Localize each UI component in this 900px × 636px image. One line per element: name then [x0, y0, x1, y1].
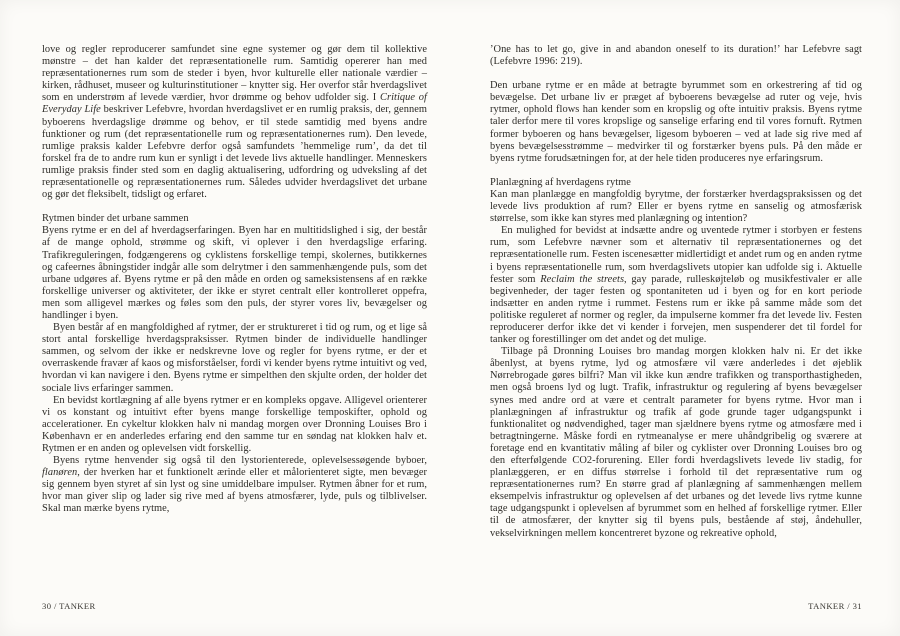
body-text: En bevidst kortlægning af alle byens rytmer er en kompleks opgave. Alligevel orienterer vi os konstant og intuitivt efter byens mange forskellige temposkifter, ophold og accelerationer. En cykeltur klokken halv ni mandag morgen over Dronning Louises Bro i København er en anderledes erfaring end den samme tur en søndag nat klokken halv et. Rytmen er en anden og oplevelsen vidt forskellig.	[42, 394, 427, 454]
body-text: Byen består af en mangfoldighed af rytmer, der er struktureret i tid og rum, og et lige så stort antal forskellige hverdagspraksisser. Rytmen binder de individuelle handlinger sammen, og selvom der ikke er nedskrevne love og regler for byens rytme, er der et overraskende fravær af kaos og misforståelser, fordi vi kender byens rytme intuitivt og ved, hvordan vi kan navigere i den. Byens rytme er simpelthen den skjulte orden, der holder det sociale livs erfaringer sammen.	[42, 322, 427, 394]
body-text: ’One has to let go, give in and abandon oneself to its duration!’ har Lefebvre sagt (Lefebvre 1996: 219).	[490, 44, 862, 68]
body-paragraph	[42, 322, 427, 395]
page-footer-right: TANKER / 31	[808, 601, 862, 611]
section-heading: Rytmen binder det urbane sammen	[42, 213, 189, 225]
body-text: Tilbage på Dronning Louises bro mandag morgen klokken halv ni. Er det ikke åbenlyst, at byens rytme, lyd og atmosfære vil være anderledes i det øjeblik Nørrebrogade gøres bilfri? Man vil ikke kun ændre trafikken og transporthastigheden, men også broens lyd og lugt. Trafik, infrastruktur og regulering af byens bevægelser synes med andre ord at være et centralt parameter for byens rytme. Hvor man i planlægningen af infrastruktur og trafik af gode grunde tager udgangspunkt i funktionalitet og nødvendighed, tager man sjældnere byens rytme og atmosfære med i betragtningerne. Måske fordi en rytmeanalyse er mere uhåndgribelig og sværere at foretage end en kvantitativ måling af biler og cyklister over Dronning Louises bro og den efterfølgende CO2-forurening. Eller fordi hverdagslivets levede liv stadig, for planlæggeren, er en diffus størrelse i forhold til det repræsentative rum og repræsentationernes rum? En større grad af planlægning af sammenhængen mellem eksempelvis infrastruktur og oplevelsen af det urbanes og det levede livs rytme kunne tage udgangspunkt i oplevelsen af byrummet som en helhed af forskellige rytmer. Eller til de atmosfærer, der knytter sig til byens puls, bestående af støj, åndehuller, vekselvirkningen mellem koncentreret byzone og rekreative ophold,	[490, 346, 862, 539]
body-paragraph	[490, 346, 862, 540]
page-footer-left: 30 / TANKER	[42, 601, 96, 611]
italic-text: flanøren	[42, 467, 78, 479]
body-paragraph	[42, 455, 427, 515]
body-paragraph	[490, 80, 862, 165]
right-page-text	[490, 44, 862, 540]
body-text: beskriver Lefebvre, hvordan hverdagslivet er en rumlig praksis, der, gennem byboerens hverdagslige drømme og behov, er til stede samtidig med byens andre funktioner og rum (det repræsentationelle rum og repræsentationernes rum). Den levede, rumlige praksis kalder Lefebvre derfor også samfundets ’hemmelige rum’, da det til forskel fra de to andre rum kun er synligt i det levede livs aktuelle handlinger. Menneskers rumlige praksis finder sted som en daglig aktualisering, udfordring og udveksling af det repræsentationelle og repræsentationernes rum. Således udvider hverdagslivet det urbane og gør det fleksibelt, tidsligt og erfaret.	[42, 104, 428, 201]
body-text: Byens rytme er en del af hverdagserfaringen. Byen har en multitidslighed i sig, der består af de mange ophold, strømme og skift, vi oplever i den hverdagslige erfaring. Trafikreguleringen, fodgængerens og cyklistens forskellige tempi, skolernes, butikkernes og cafeernes åbningstider indgår alle som delrytmer i den sammenhængende puls, som det urbane udgøres af. Byens rytme er på den måde en orden og sameksistensens af en række forskellige universer og aktiviteter, der ikke er styret centralt eller kontrolleret oppefra, men som alligevel mærkes og føles som den puls, der styrer vores liv, bevægelser og handlinger i byen.	[42, 225, 427, 321]
body-text: love og regler reproducerer samfundet sine egne systemer og gør dem til kollektive mønstre – det han kalder det repræsentationelle rum. Samtidig opererer han med repræsentationernes rum som de steder i byen, hvor kulturelle eller nationale værdier – kirken, rådhuset, museer og kulturinstitutioner – knytter sig. Her overfor står hverdagslivet som en understrøm af levede værdier, hvor drømme og behov udfolder sig. I	[42, 44, 427, 104]
paragraph-spacer	[490, 68, 862, 80]
body-paragraph	[490, 44, 862, 68]
body-text: Kan man planlægge en mangfoldig byrytme, der forstærker hverdagspraksissen og det levede livs produktion af rum? Eller er byens rytme en sanselig og atmosfærisk størrelse, som ikke kan styres med planlægning og intention?	[490, 188, 862, 225]
left-page-text	[42, 44, 427, 516]
body-text: , der hverken har et funktionelt ærinde eller et målorienteret sigte, men bevæger sig gennem byen styret af sin lyst og sine umiddelbare impulser. Rytmen åbner for et rum, hvor man giver slip og lader sig rive med af byens atmosfærer, lyde, puls og tilblivelser. Skal man mærke byens rytme,	[42, 467, 427, 515]
italic-text: Reclaim the streets	[540, 273, 625, 285]
section-heading: Planlægning af hverdagens rytme	[490, 176, 631, 188]
body-paragraph	[42, 225, 427, 322]
body-text: , gay parade, rulleskøjteløb og musikfestivaler er alle begivenheder, der tager festen og spontaniteten ud i byen og for en kort periode indsætter en anden rytme i rummet. Festens rum er ikke på samme måde som det politiske reguleret af normer og regler, da impulserne kommer fra det levede liv. Festen reproducerer derfor ikke det vi kender i forvejen, men suspenderer det til fordel for tanker og forestillinger om det andet og det mulige.	[490, 273, 862, 346]
italic-text: Critique of Everyday Life	[42, 92, 427, 116]
body-text: En mulighed for bevidst at indsætte andre og uventede rytmer i storbyen er festens rum, som Lefebvre nævner som et alternativ til repræsentationernes og det repræsentationelle rum. Festen iscenesætter midlertidigt et andet rum og en anden rytme i byens repræsentationelle rum, som hverdagslivets utopier kan udfolde sig i. Aktuelle fester som	[490, 225, 862, 285]
body-paragraph	[490, 225, 862, 346]
body-paragraph	[42, 44, 427, 201]
body-text: Den urbane rytme er en måde at betragte byrummet som en orkestrering af tid og bevægelse. Det urbane liv er præget af byboerens bevægelse ad ruter og veje, hvis rytmer, ophold flows han kender som en kropslig og ofte intuitiv praksis. Byens rytme taler derfor mere til vores kropslige og sanselige erfaring end til vores fornuft. Rytmen former byboeren og hans bevægelser, ligesom byboeren – ved at lade sig rive med af byens bevægelsesstrømme – medvirker til og forstærker byens puls. På den måde er byens rytme forudsætningen for, at der hele tiden produceres nye erfaringsrum.	[490, 80, 862, 164]
body-text: Byens rytme henvender sig også til den lystorienterede, oplevelsessøgende byboer,	[53, 455, 427, 467]
body-paragraph	[490, 189, 862, 225]
body-paragraph	[42, 395, 427, 455]
